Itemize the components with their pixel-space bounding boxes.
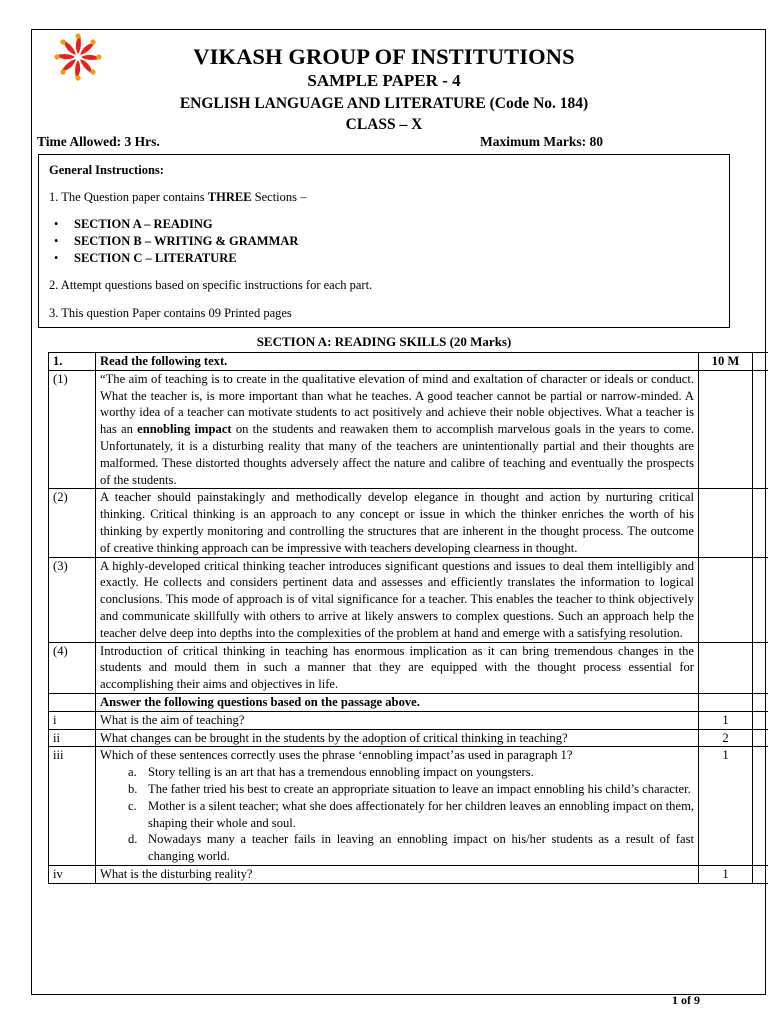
paragraph-text: A teacher should painstakingly and methodically develop elegance in thought and action by nurturing critical thinking. Critical thinking is an approach to any concept or issue in which the thinker enriches the worth of his thinking by expertly monitoring and controlling the structures that are inherent in the thought process. The outcome of creative thinking approach can be impressive with teachers developing clearness in thought.: [96, 489, 699, 557]
question-marks: 10 M: [699, 353, 753, 371]
instruction-1-tail: Sections –: [251, 190, 307, 204]
instruction-1-bold: THREE: [207, 190, 252, 204]
table-row: [49, 711, 768, 729]
table-row: [49, 557, 768, 642]
blank-cell: [753, 711, 768, 729]
sub-question-marks: 1: [699, 865, 753, 883]
paragraph-text: Introduction of critical thinking in teaching has enormous implication as it can bring tremendous changes in the students and mould them in such a manner that they are equipped with the thought process essential for accomplishing their aims and objectives in life.: [96, 642, 699, 693]
table-row: [49, 693, 768, 711]
option-text: Mother is a silent teacher; what she does affectionately for her children leaves an ennobling impact on them, shaping their whole and soul.: [148, 798, 695, 830]
option-item: [100, 781, 694, 798]
sub-question-number: ii: [49, 729, 96, 747]
question-number: 1.: [49, 353, 96, 371]
option-text: Nowadays many a teacher fails in leaving an ennobling impact on his/her students as a result of fast changing world.: [148, 832, 694, 864]
marks-cell: [699, 489, 753, 557]
option-label: d.: [128, 832, 138, 847]
sub-question-text: [96, 747, 699, 866]
blank-cell: [753, 729, 768, 747]
empty-number-cell: [49, 693, 96, 711]
blank-cell: [753, 489, 768, 557]
question-title: Read the following text.: [96, 353, 699, 371]
section-list-item: • SECTION B – WRITING & GRAMMAR: [74, 234, 298, 249]
table-row: [49, 642, 768, 693]
options-list: [100, 764, 694, 865]
option-item: [100, 798, 694, 832]
paragraph-text-part: “The aim of teaching is to create in the qualitative elevation of mind and exaltation of character or ideals or conduct. What the teacher is, is more important than what he teaches. A good teacher cannot be partial or narrow-minded. A worthy idea of a teacher can motivate students to act positively and achieve their noble objectives. What a teacher is has an: [100, 371, 694, 437]
paragraph-number: (2): [49, 489, 96, 557]
sub-question-marks: 1: [699, 711, 753, 729]
table-row: [49, 747, 768, 866]
sub-question-marks: 1: [699, 747, 753, 866]
table-row: [49, 865, 768, 883]
instruction-3: 3. This question Paper contains 09 Printed pages: [49, 306, 292, 320]
instructions-title: General Instructions:: [49, 163, 164, 177]
paragraph-number: (1): [49, 370, 96, 489]
maximum-marks: Maximum Marks: 80: [480, 134, 603, 149]
sub-question-text: What is the disturbing reality?: [96, 865, 699, 883]
marks-cell: [699, 370, 753, 489]
table-row: [49, 489, 768, 557]
marks-cell: [699, 642, 753, 693]
table-row: [49, 729, 768, 747]
paragraph-text-part: on the students and reawaken them to accomplish marvelous goals in the years to come. Unfortunately, it is a disturbing reality that many of the teachers are unintentionally partial and their thoughts are malformed. These distorted thoughts adversely affect the nature and calibre of teaching and eventually the prospects of the students.: [100, 422, 694, 487]
section-a-title: SECTION A: READING SKILLS (20 Marks): [256, 334, 512, 349]
paragraph-number: (4): [49, 642, 96, 693]
paragraph-bold-phrase: ennobling impact: [137, 422, 232, 437]
table-row: [49, 370, 768, 489]
section-list-item: • SECTION A – READING: [74, 217, 213, 232]
sub-question-stem: Which of these sentences correctly uses the phrase ‘ennobling impact’as used in paragraph 1?: [100, 748, 573, 763]
instruction-1: [49, 190, 306, 205]
marks-cell: [699, 693, 753, 711]
institution-name: VIKASH GROUP OF INSTITUTIONS: [193, 44, 575, 69]
sub-question-text: What is the aim of teaching?: [96, 711, 699, 729]
sub-question-number: iv: [49, 865, 96, 883]
section-list-item: • SECTION C – LITERATURE: [74, 251, 237, 266]
blank-cell: [753, 370, 768, 489]
class-title: CLASS – X: [345, 116, 423, 133]
paragraph-number: (3): [49, 557, 96, 642]
answer-prompt: Answer the following questions based on the passage above.: [96, 693, 699, 711]
instruction-1-text: 1. The Question paper contains: [49, 190, 208, 204]
option-text: The father tried his best to create an appropriate situation to leave an impact ennobling his child’s character.: [148, 781, 691, 796]
table-row: [49, 353, 768, 371]
option-item: [100, 831, 694, 865]
sub-question-number: i: [49, 711, 96, 729]
subject-title: ENGLISH LANGUAGE AND LITERATURE (Code No. 184): [179, 95, 589, 112]
option-text: Story telling is an art that has a tremendous ennobling impact on youngsters.: [148, 765, 534, 780]
sub-question-text: What changes can be brought in the students by the adoption of critical thinking in teaching?: [96, 729, 699, 747]
option-label: a.: [128, 765, 137, 780]
instruction-2: 2. Attempt questions based on specific instructions for each part.: [49, 278, 373, 292]
option-label: b.: [128, 781, 138, 796]
paragraph-text: A highly-developed critical thinking teacher introduces significant questions and issues to deal them intelligibly and exactly. He collects and considers pertinent data and assesses and efficiently translates the information to logical conclusions. This mode of approach is of vital significance for a teacher. This enables the teacher to think objectively and communicate skillfully with others to arrive at likely answers to complex questions. Such an approach help the teacher delve deep into depths into the complexities of the problem at hand and emerge with a satisfying resolution.: [96, 557, 699, 642]
page-number: 1 of 9: [672, 993, 700, 1007]
general-instructions-box: [38, 154, 730, 328]
blank-cell: [753, 353, 768, 371]
blank-cell: [753, 642, 768, 693]
sub-question-number: iii: [49, 747, 96, 866]
blank-cell: [753, 557, 768, 642]
paragraph-text: [96, 370, 699, 489]
blank-cell: [753, 747, 768, 866]
marks-cell: [699, 557, 753, 642]
paper-title: SAMPLE PAPER - 4: [307, 71, 461, 90]
option-item: [100, 764, 694, 781]
option-label: c.: [128, 798, 137, 813]
time-allowed: Time Allowed: 3 Hrs.: [37, 134, 160, 149]
blank-cell: [753, 693, 768, 711]
blank-cell: [753, 865, 768, 883]
question-table: [48, 352, 768, 884]
sub-question-marks: 2: [699, 729, 753, 747]
